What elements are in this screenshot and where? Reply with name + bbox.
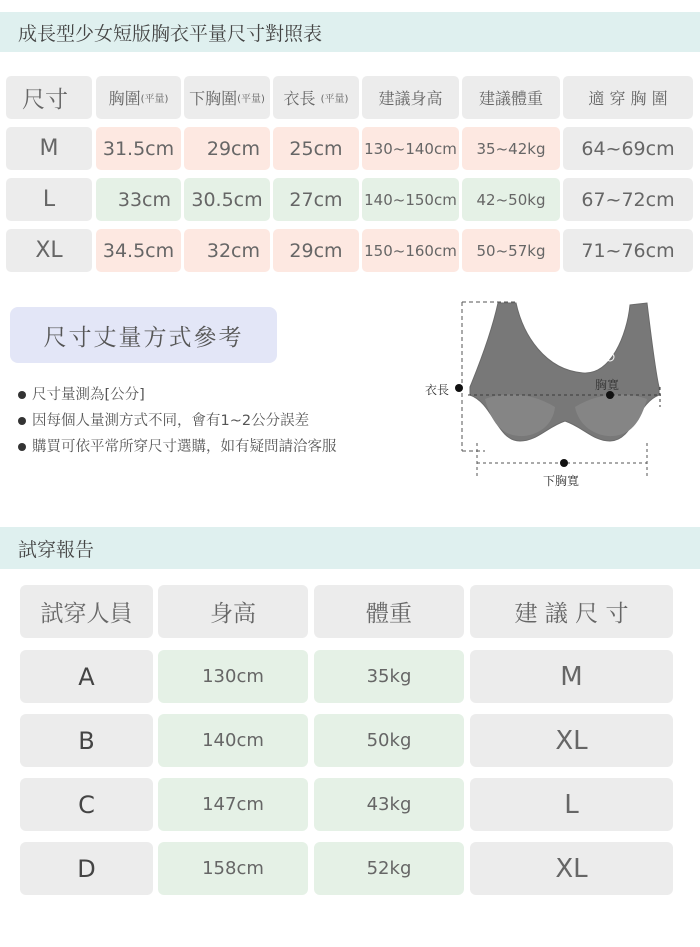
size-value: XL (470, 842, 673, 895)
length-value: 25cm (273, 127, 359, 170)
header-fit-bust: 適 穿 胸 圍 (563, 76, 693, 119)
note-item: 尺寸量測為[公分] (18, 382, 337, 408)
bust-value: 31.5cm (96, 127, 181, 170)
header-person: 試穿人員 (20, 585, 153, 638)
length-value: 29cm (273, 229, 359, 272)
weight-value: 50~57kg (462, 229, 560, 272)
weight-value: 50kg (314, 714, 464, 767)
size-label: L (6, 178, 92, 221)
header-height: 建議身高 (362, 76, 459, 119)
header-underbust: 下胸圍 (平量) (184, 76, 270, 119)
person-label: C (20, 778, 153, 831)
header-weight: 建議體重 (462, 76, 560, 119)
bra-illustration (415, 295, 700, 495)
trial-report-title: 試穿報告 (0, 527, 700, 569)
bust-value: 33cm (96, 178, 181, 221)
height-value: 140cm (158, 714, 308, 767)
height-value: 150~160cm (362, 229, 459, 272)
fit-bust-value: 71~76cm (563, 229, 693, 272)
header-size: 尺寸 (6, 76, 92, 119)
weight-value: 42~50kg (462, 178, 560, 221)
person-label: D (20, 842, 153, 895)
header-weight: 體重 (314, 585, 464, 638)
measure-notes (18, 382, 337, 460)
header-size: 建 議 尺 寸 (470, 585, 673, 638)
size-chart-title: 成長型少女短版胸衣平量尺寸對照表 (0, 12, 700, 52)
height-value: 158cm (158, 842, 308, 895)
header-length: 衣長 (平量) (273, 76, 359, 119)
measure-method-title: 尺寸丈量方式參考 (10, 307, 277, 363)
label-bust: 胸寬 (595, 378, 620, 392)
height-value: 140~150cm (362, 178, 459, 221)
size-value: L (470, 778, 673, 831)
underbust-marker (560, 459, 568, 467)
weight-value: 43kg (314, 778, 464, 831)
bust-value: 34.5cm (96, 229, 181, 272)
size-label: XL (6, 229, 92, 272)
weight-value: 35~42kg (462, 127, 560, 170)
size-value: M (470, 650, 673, 703)
underbust-value: 30.5cm (184, 178, 270, 221)
person-label: B (20, 714, 153, 767)
size-value: XL (470, 714, 673, 767)
person-label: A (20, 650, 153, 703)
underbust-value: 29cm (184, 127, 270, 170)
size-label: M (6, 127, 92, 170)
note-item: 因每個人量測方式不同，會有1~2公分誤差 (18, 408, 337, 434)
fit-bust-value: 67~72cm (563, 178, 693, 221)
length-value: 27cm (273, 178, 359, 221)
length-marker (455, 384, 463, 392)
header-bust: 胸圍 (平量) (96, 76, 181, 119)
label-underbust: 下胸寬 (543, 474, 580, 488)
weight-value: 52kg (314, 842, 464, 895)
note-item: 購買可依平常所穿尺寸選購，如有疑問請洽客服 (18, 434, 337, 460)
height-value: 147cm (158, 778, 308, 831)
height-value: 130~140cm (362, 127, 459, 170)
measurement-diagram (415, 295, 700, 495)
fit-bust-value: 64~69cm (563, 127, 693, 170)
header-height: 身高 (158, 585, 308, 638)
label-length: 衣長 (425, 383, 450, 397)
height-value: 130cm (158, 650, 308, 703)
weight-value: 35kg (314, 650, 464, 703)
underbust-value: 32cm (184, 229, 270, 272)
